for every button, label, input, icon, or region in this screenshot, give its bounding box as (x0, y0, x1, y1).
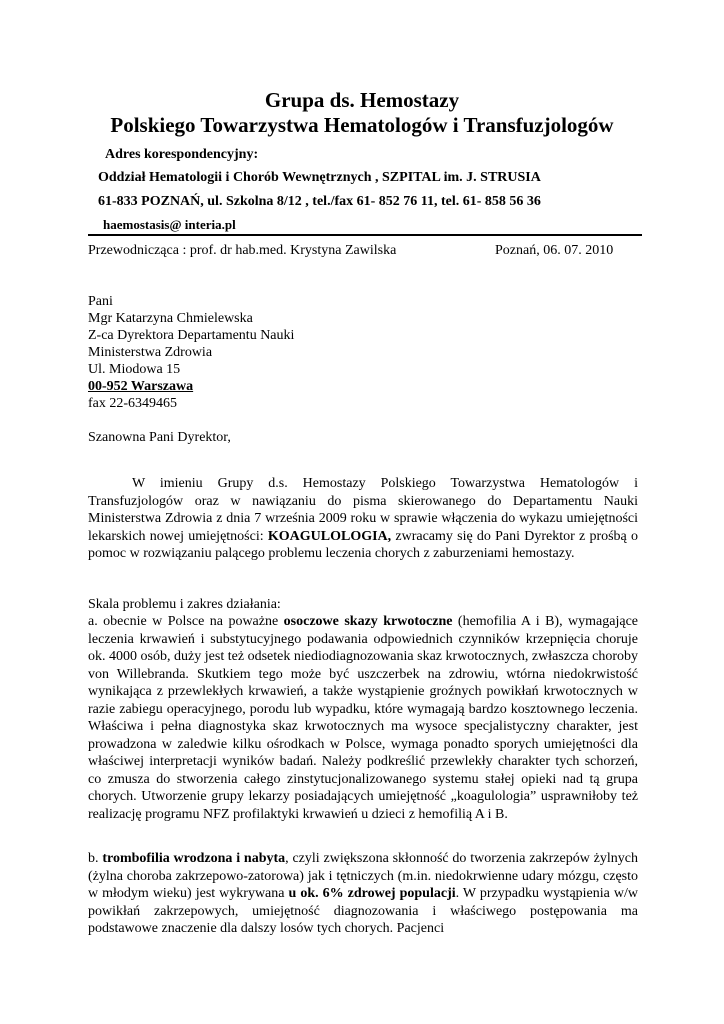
point-b-text-1: b. (88, 851, 103, 866)
email-line: haemostasis@ interia.pl (103, 217, 236, 232)
letterhead-title-line2: Polskiego Towarzystwa Hematologów i Transfuzjologów (110, 113, 614, 137)
recipient-line4: Ministerstwa Zdrowia (88, 345, 213, 360)
point-b-text-2: , czyli zwiększona skłonność do tworzenia zakrzepów żylnych (żylna choroba zakrzepowo-zatorowa) jak i tętniczych (m.in. niedokrwienne udary mózgu, często w młodym wieku) jest wykrywana (88, 851, 639, 901)
recipient-line1: Pani (88, 294, 113, 309)
chair-line: Przewodnicząca : prof. dr hab.med. Krystyna Zawilska (88, 243, 397, 258)
recipient-line5: Ul. Miodowa 15 (88, 362, 181, 377)
letterhead-title-line1: Grupa ds. Hemostazy (264, 88, 460, 112)
point-b-paragraph (88, 850, 638, 938)
point-a-paragraph (88, 613, 638, 823)
address-line: 61-833 POZNAŃ, ul. Szkolna 8/12 , tel./fax 61- 852 76 11, tel. 61- 858 56 36 (98, 194, 541, 209)
intro-text-1: W imieniu Grupy d.s. Hemostazy Polskiego Towarzystwa Hematologów i Transfuzjologów oraz w nawiązaniu do pisma skierowanego do Departamentu Nauki Ministerstwa Zdrowia z dnia 7 września 2009 roku w sprawie włączenia do wykazu umiejętności lekarskich nowej umiejętności: (88, 476, 638, 544)
department-line: Oddział Hematologii i Chorób Wewnętrznych , SZPITAL im. J. STRUSIA (98, 170, 541, 185)
point-b-bold-1: trombofilia wrodzona i nabyta (102, 851, 286, 866)
recipient-city: 00-952 Warszawa (88, 379, 194, 394)
place-date: Poznań, 06. 07. 2010 (495, 243, 614, 258)
recipient-line2: Mgr Katarzyna Chmielewska (88, 311, 253, 326)
point-b-bold-2: u ok. 6% zdrowej populacji (288, 886, 456, 901)
section-heading: Skala problemu i zakres działania: (88, 597, 281, 612)
address-label: Adres korespondencyjny: (105, 147, 259, 162)
intro-paragraph (88, 475, 638, 563)
recipient-line3: Z-ca Dyrektora Departamentu Nauki (88, 328, 295, 343)
point-a-text-1: a. obecnie w Polsce na poważne (88, 614, 284, 629)
point-b-text-3: . W przypadku wystąpienia w/w powikłań zakrzepowych, umiejętność diagnozowania i właściwego postępowania ma podstawowe znaczenie dla dalszy losów tych chorych. Pacjenci (88, 886, 638, 936)
point-a-bold: osoczowe skazy krwotoczne (283, 614, 453, 629)
recipient-fax: fax 22-6349465 (88, 396, 178, 411)
salutation: Szanowna Pani Dyrektor, (88, 430, 231, 445)
point-a-text-2: (hemofilia A i B), wymagające leczenia krwawień i substytucyjnego podawania odpowiednich czynników krzepnięcia choruje ok. 4000 osób, duży jest też odsetek niediodiagnozowania skaz krwotocznych, zwłaszcza choroby von Willebranda. Skutkiem tego może być uszczerbek na zdrowiu, wtórna niedokrwistość wynikająca z przewlekłych krwawień, a także wystąpienie groźnych powikłań krwotocznych w razie zabiegu operacyjnego, porodu lub wypadku, które wymagają bardzo kosztownego leczenia. Właściwa i pełna diagnostyka skaz krwotocznych ma wysoce specjalistyczny charakter, jest prowadzona w zaledwie kilku ośrodkach w Polsce, wymaga ponadto sporych umiejętności dla właściwej interpretacji wyników badań. Należy podkreślić przewlekły charakter tych schorzeń, co zmusza do stworzenia całego zinstytucjonalizowanego systemu stałej opieki nad tą grupa chorych. Utworzenie grupy lekarzy posiadających umiejętność „koagulologia” usprawniłoby też realizację programu NFZ profilaktyki krwawień u dzieci z hemofilią A i B. (88, 614, 638, 822)
header-divider (88, 234, 642, 236)
intro-bold-term: KOAGULOLOGIA, (267, 528, 392, 544)
intro-text-2: zwracamy się do Pani Dyrektor z prośbą o pomoc w rozwiązaniu palącego problemu leczenia chorych z zaburzeniami hemostazy. (88, 528, 638, 561)
